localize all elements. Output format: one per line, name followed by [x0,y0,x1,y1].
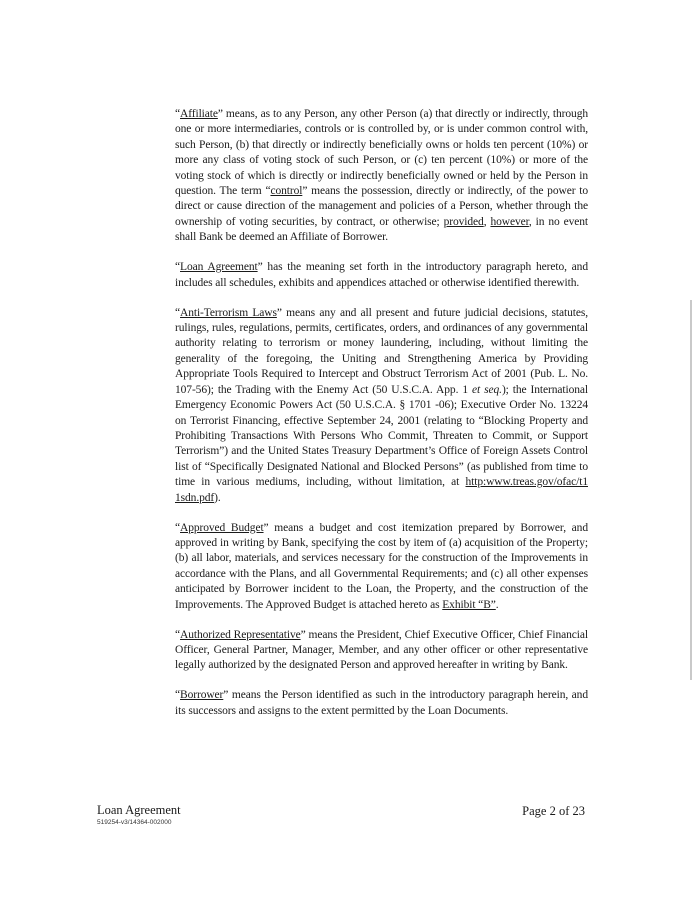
quote-close: ” [302,185,308,198]
term-control: control [270,185,303,198]
definition-text: means, as to any Person, any other Person (a) that directly or indirectly, through one or more intermediaries, controls or is controlled by, or is under common control with, such Person, (b) that directly or indirectly beneficially owns or holds ten percent (10%) or more any class of voting stock of such Person, or (c) ten percent (10%) or more of the voting stock of which is directly or indirectly beneficially owned or held by the Person in question. The term [175,108,588,198]
term-loan-agreement: Loan Agreement [180,261,258,274]
term-anti-terrorism-laws: Anti-Terrorism Laws [180,306,277,319]
quote-open: “ [175,689,181,702]
quote-close: ” [263,521,269,534]
term-however: however [490,215,529,228]
definition-loan-agreement [175,260,588,291]
term-approved-budget: Approved Budget [180,521,264,534]
definition-affiliate [175,107,588,246]
et-seq-text: et seq. [472,383,502,396]
definition-text: means any and all present and future judicial decisions, statutes, rulings, rules, regulations, permits, certificates, orders, and ordinances of any governmental authority relating to terrorism or money laundering, including, without limiting the generality of the foregoing, the Uniting and Strengthening America by Providing Appropriate Tools Required to Intercept and Obstruct Terrorism Act of 2001 (Pub. L. No. 107-56); the Trading with the Enemy Act (50 U.S.C.A. App. 1 [175,306,588,396]
definition-text: ). [214,491,221,504]
quote-open: “ [175,306,181,319]
definition-text: means the possession, directly or indirectly, of the power to direct or cause direction of the management and policies of a Person, whether through the ownership of voting securities, by contract, or otherwise; [175,185,588,228]
ofac-link[interactable]: http:www.treas.gov/ofac/t1 1sdn.pdf [175,476,588,504]
definitions-section [175,107,588,734]
definition-authorized-representative [175,628,588,674]
definition-text: . [495,598,499,611]
quote-close: ” [276,306,282,319]
quote-open: “ [175,108,181,120]
definition-text: has the meaning set forth in the introductory paragraph hereto, and includes all schedules, exhibits and appendices attached or otherwise identified therewith. [175,261,588,289]
term-borrower: Borrower [180,689,224,702]
term-affiliate: Affiliate [180,108,218,120]
footer-document-title: Loan Agreement [97,803,181,817]
definition-text: ); the International Emergency Economic Powers Act (50 U.S.C.A. § 1701 -06); Executive Order No. 13224 on Terrorist Financing, effective September 24, 2001 (relating to “Blocking Property and Prohibiting Transactions With Persons Who Commit, Threaten to Commit, or Support Terrorism”) and the United States Treasury Department’s Office of Foreign Assets Control list of “Specifically Designated National and Blocked Persons” (as published from time to time in various mediums, including, without limitation, at [175,383,588,489]
term-authorized-representative: Authorized Representative [180,628,301,641]
quote-open: “ [265,185,271,198]
quote-open: “ [175,628,181,641]
definition-text: , in no event shall Bank be deemed an Affiliate of Borrower. [175,215,588,244]
quote-close: ” [300,628,306,641]
exhibit-b-reference: Exhibit “B” [442,598,496,611]
footer-left [97,803,181,827]
separator-text: , [483,215,491,228]
definition-anti-terrorism-laws [175,306,588,506]
page-edge-shadow [690,300,692,680]
definition-approved-budget [175,521,588,613]
term-provided: provided [443,215,484,228]
quote-open: “ [175,521,181,534]
quote-close: ” [223,689,229,702]
footer-page-number: Page 2 of 23 [522,804,585,818]
quote-close: ” [257,261,263,274]
definition-borrower [175,688,588,719]
quote-close: ” [217,108,223,120]
quote-open: “ [175,261,181,274]
definition-text: means a budget and cost itemization prepared by Borrower, and approved in writing by Bank, specifying the cost by item of (a) acquisition of the Property; (b) all labor, materials, and services necessary for the construction of the Improvements in accordance with the Plans, and all Governmental Requirements; and (c) all other expenses anticipated by Borrower incident to the Loan, the Property, and the construction of the Improvements. The Approved Budget is attached hereto as [175,521,588,611]
definition-text: means the Person identified as such in the introductory paragraph herein, and its successors and assigns to the extent permitted by the Loan Documents. [175,689,588,717]
definition-text: means the President, Chief Executive Officer, Chief Financial Officer, General Partner, Manager, Member, and any other officer or other representative legally authorized by the designated Person and approved hereafter in writing by Bank. [175,628,588,672]
footer-document-code: 519254-v3/14364-002000 [97,819,172,826]
